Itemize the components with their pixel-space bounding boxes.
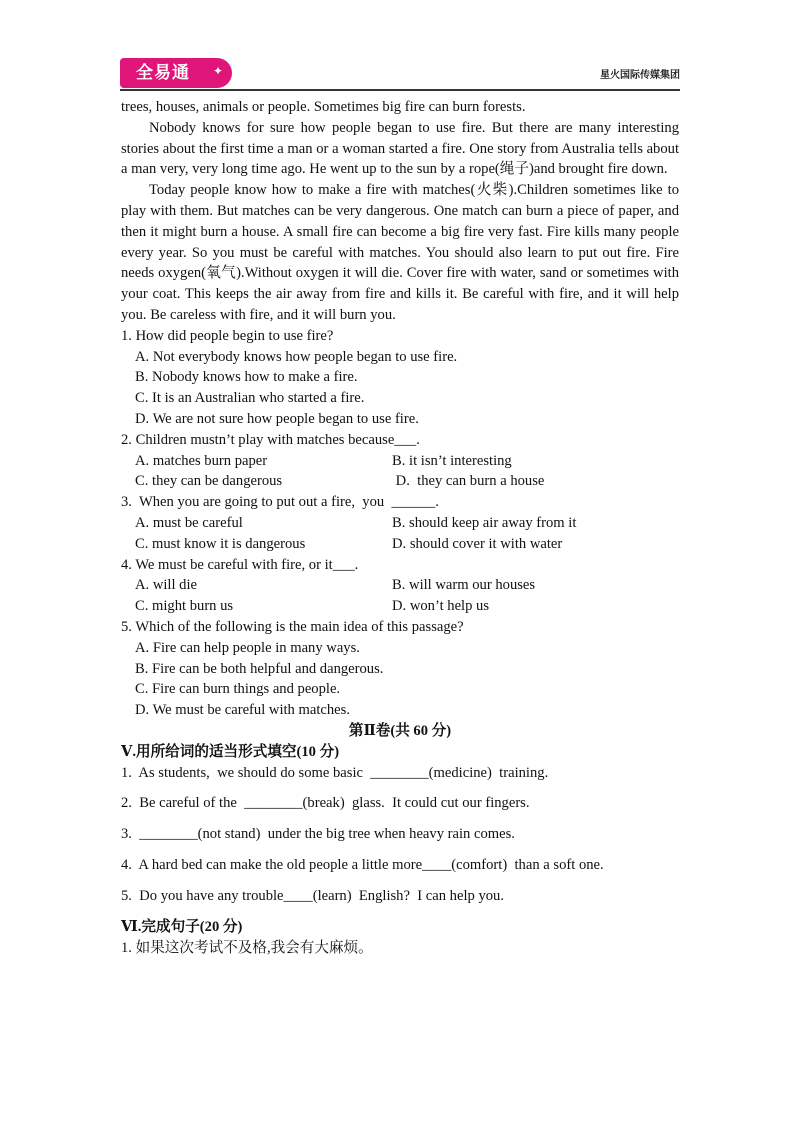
option: D. We must be careful with matches.	[135, 702, 350, 719]
question-5	[121, 617, 679, 721]
option: B. Nobody knows how to make a fire.	[135, 369, 358, 386]
option: A. must be careful	[135, 514, 243, 531]
option-row	[121, 471, 679, 492]
option: C. It is an Australian who started a fire.	[135, 390, 365, 407]
option: D. should cover it with water	[392, 535, 563, 552]
publisher-name: 星火国际传媒集团	[600, 70, 680, 81]
passage-paragraph-3: Today people know how to make a fire with matches(火柴).Children sometimes like to play with them. But matches can be very dangerous. One match can burn a piece of paper, and then it might burn a house. A small fire can become a big fire very fast. Fire kills many people every year. So you must be careful with matches. You should also learn to put out fire. Fire needs oxygen(氧气).Without oxygen it will die. Cover fire with water, sand or sometimes with your coat. This keeps the air away from fire and kills it. Be careful with fire, and it will help you. Be careless with fire, and it will burn you.	[121, 182, 679, 323]
option: D. won’t help us	[392, 598, 490, 615]
question-stem: 3. When you are going to put out a fire, you ______.	[121, 494, 439, 511]
question-stem: 1. How did people begin to use fire?	[121, 327, 334, 344]
option: C. they can be dangerous	[135, 473, 283, 490]
option-row	[121, 575, 679, 596]
option: A. Fire can help people in many ways.	[135, 639, 360, 656]
option: D. they can burn a house	[392, 473, 545, 490]
brand-logo	[120, 58, 232, 88]
option-row	[121, 534, 679, 555]
section-5-heading: Ⅴ.用所给词的适当形式填空(10 分)	[121, 743, 340, 760]
translation-item: 1. 如果这次考试不及格,我会有大麻烦。	[121, 940, 373, 957]
option: D. We are not sure how people began to use fire.	[135, 410, 419, 427]
fill-blank-item: 2. Be careful of the ________(break) glass. It could cut our fingers.	[121, 795, 530, 812]
option: B. it isn’t interesting	[392, 452, 512, 469]
option: A. will die	[135, 577, 198, 594]
fill-blank-item: 5. Do you have any trouble____(learn) English? I can help you.	[121, 888, 504, 905]
part-2-title: 第Ⅱ卷(共 60 分)	[348, 722, 452, 739]
question-1	[121, 326, 679, 430]
option: B. will warm our houses	[392, 577, 536, 594]
option-row	[121, 451, 679, 472]
section-5-items	[121, 763, 679, 908]
question-4	[121, 555, 679, 617]
option: B. Fire can be both helpful and dangerous.	[135, 660, 384, 677]
option-row	[121, 596, 679, 617]
option: B. should keep air away from it	[392, 514, 577, 531]
logo-text: 全易通	[136, 63, 190, 83]
question-3	[121, 492, 679, 554]
page-header	[120, 58, 680, 92]
question-stem: 5. Which of the following is the main idea of this passage?	[121, 618, 464, 635]
option-row	[121, 513, 679, 534]
passage-paragraph-1: trees, houses, animals or people. Sometimes big fire can burn forests.	[121, 99, 526, 115]
question-stem: 4. We must be careful with fire, or it___.	[121, 556, 359, 573]
star-icon: ✦	[212, 64, 224, 78]
option: C. Fire can burn things and people.	[135, 681, 341, 698]
document-body	[121, 97, 679, 959]
option: A. Not everybody knows how people began to use fire.	[135, 348, 458, 365]
section-6-heading: Ⅵ.完成句子(20 分)	[121, 919, 243, 936]
fill-blank-item: 3. ________(not stand) under the big tree when heavy rain comes.	[121, 826, 515, 843]
option: C. might burn us	[135, 598, 234, 615]
question-2	[121, 430, 679, 492]
question-stem: 2. Children mustn’t play with matches because___.	[121, 431, 420, 448]
fill-blank-item: 4. A hard bed can make the old people a little more____(comfort) than a soft one.	[121, 857, 604, 874]
fill-blank-item: 1. As students, we should do some basic ________(medicine) training.	[121, 764, 549, 781]
header-divider	[120, 89, 680, 91]
option: C. must know it is dangerous	[135, 535, 306, 552]
option: A. matches burn paper	[135, 452, 268, 469]
passage-paragraph-2: Nobody knows for sure how people began to use fire. But there are many interesting stories about the first time a man or a woman started a fire. One story from Australia tells about a man very, very long time ago. He went up to the sun by a rope(绳子)and brought fire down.	[121, 119, 679, 178]
